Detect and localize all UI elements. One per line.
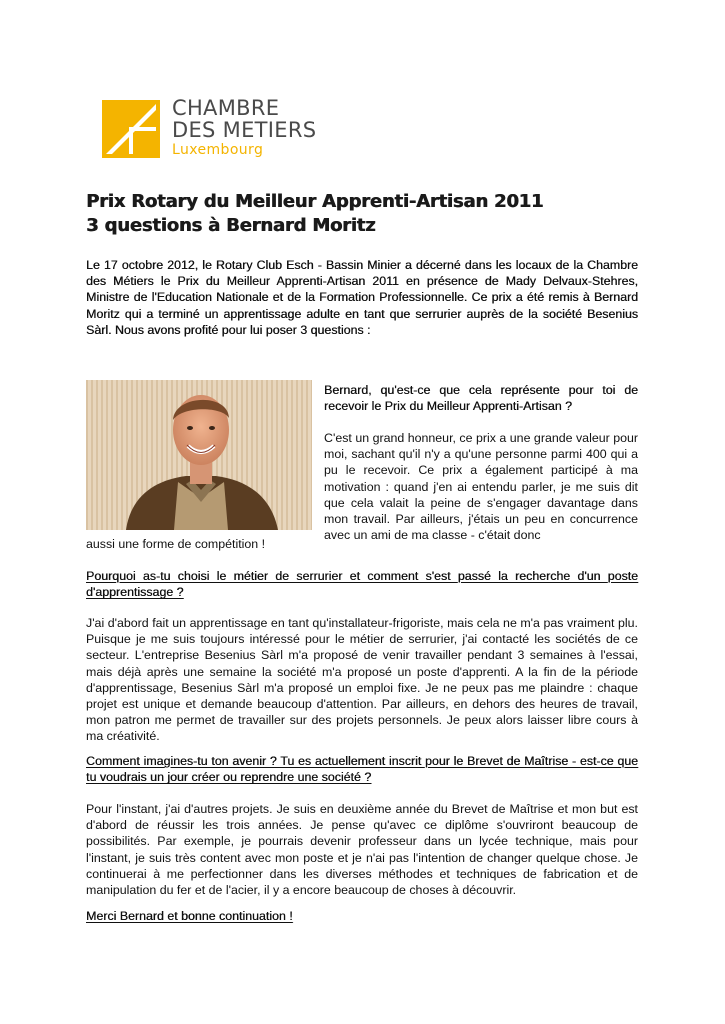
answer-2: J'ai d'abord fait un apprentissage en tant qu'installateur-frigoriste, mais cela ne m'a pas vraiment plu. Puisque je me suis toujours intéressé pour le métier de serrurier, j'ai contacté les sociétés de ce secteur. L'entreprise Besenius Sàrl m'a proposé de venir travailler pendant 3 semaines à l'essai, mais déjà après une semaine la société m'a proposé un poste d'apprenti. A la fin de la période d'apprentissage, Besenius Sàrl m'a proposé un emploi fixe. Je ne peux pas me plaindre : chaque projet est unique et demande beaucoup d'attention. Par ailleurs, en dehors des heures de travail, mon patron me permet de travailler sur des projets personnels. Je peux alors laisser libre cours à ma créativité. <box>86 616 638 744</box>
portrait-photo-icon <box>86 380 312 530</box>
portrait-photo <box>86 380 312 530</box>
question-3: Comment imagines-tu ton avenir ? Tu es actuellement inscrit pour le Brevet de Maîtrise - est-ce que tu voudrais un jour créer ou reprendre une société ? <box>86 754 638 785</box>
intro-paragraph: Le 17 octobre 2012, le Rotary Club Esch - Bassin Minier a décerné dans les locaux de la Chambre des Métiers le Prix du Meilleur Apprenti-Artisan 2011 en présence de Mady Delvaux-Stehres, Ministre de l'Education Nationale et de la Formation Professionnelle. Ce prix a été remis à Bernard Moritz qui a terminé un apprentissage adulte en tant que serrurier auprès de la société Besenius Sàrl. Nous avons profité pour lui poser 3 questions : <box>86 258 638 337</box>
question-1: Bernard, qu'est-ce que cela représente pour toi de recevoir le Prix du Meilleur Apprenti-Artisan ? <box>324 383 638 414</box>
document-title: Prix Rotary du Meilleur Apprenti-Artisan 2011 <box>86 191 544 212</box>
logo-mark-icon <box>102 100 160 158</box>
logo-text-line1: CHAMBRE <box>172 96 280 120</box>
closing-line: Merci Bernard et bonne continuation ! <box>86 909 293 923</box>
answer-3: Pour l'instant, j'ai d'autres projets. Je suis en deuxième année du Brevet de Maîtrise et mon but est d'abord de réussir les trois années. Je pense qu'avec ce diplôme s'ouvriront beaucoup de possibilités. Par exemple, je pourrais devenir professeur dans un lycée technique, mais pour l'instant, je suis très content avec mon poste et je n'ai pas l'intention de changer quelque chose. Je continuerai à me perfectionner dans les diverses méthodes et techniques de fabrication et de manipulation du fer et de l'acier, il y a encore beaucoup de choses à découvrir. <box>86 802 638 898</box>
chambre-des-metiers-logo <box>102 98 332 162</box>
document-subtitle: 3 questions à Bernard Moritz <box>86 215 376 236</box>
logo-text-line2: DES METIERS <box>172 118 317 142</box>
answer-1-continued: aussi une forme de compétition ! <box>86 537 266 551</box>
logo-text-luxembourg: Luxembourg <box>172 142 264 158</box>
question-2: Pourquoi as-tu choisi le métier de serrurier et comment s'est passé la recherche d'un poste d'apprentissage ? <box>86 569 638 600</box>
answer-1: C'est un grand honneur, ce prix a une grande valeur pour moi, sachant qu'il n'y a qu'une personne parmi 400 qui a pu le recevoir. Ce prix a également participé à ma motivation : quand j'en ai entendu parler, je me suis dit que cela valait la peine de s'engager davantage dans mon travail. Par ailleurs, j'étais un peu en concurrence avec un ami de ma classe - c'était donc <box>324 431 638 543</box>
